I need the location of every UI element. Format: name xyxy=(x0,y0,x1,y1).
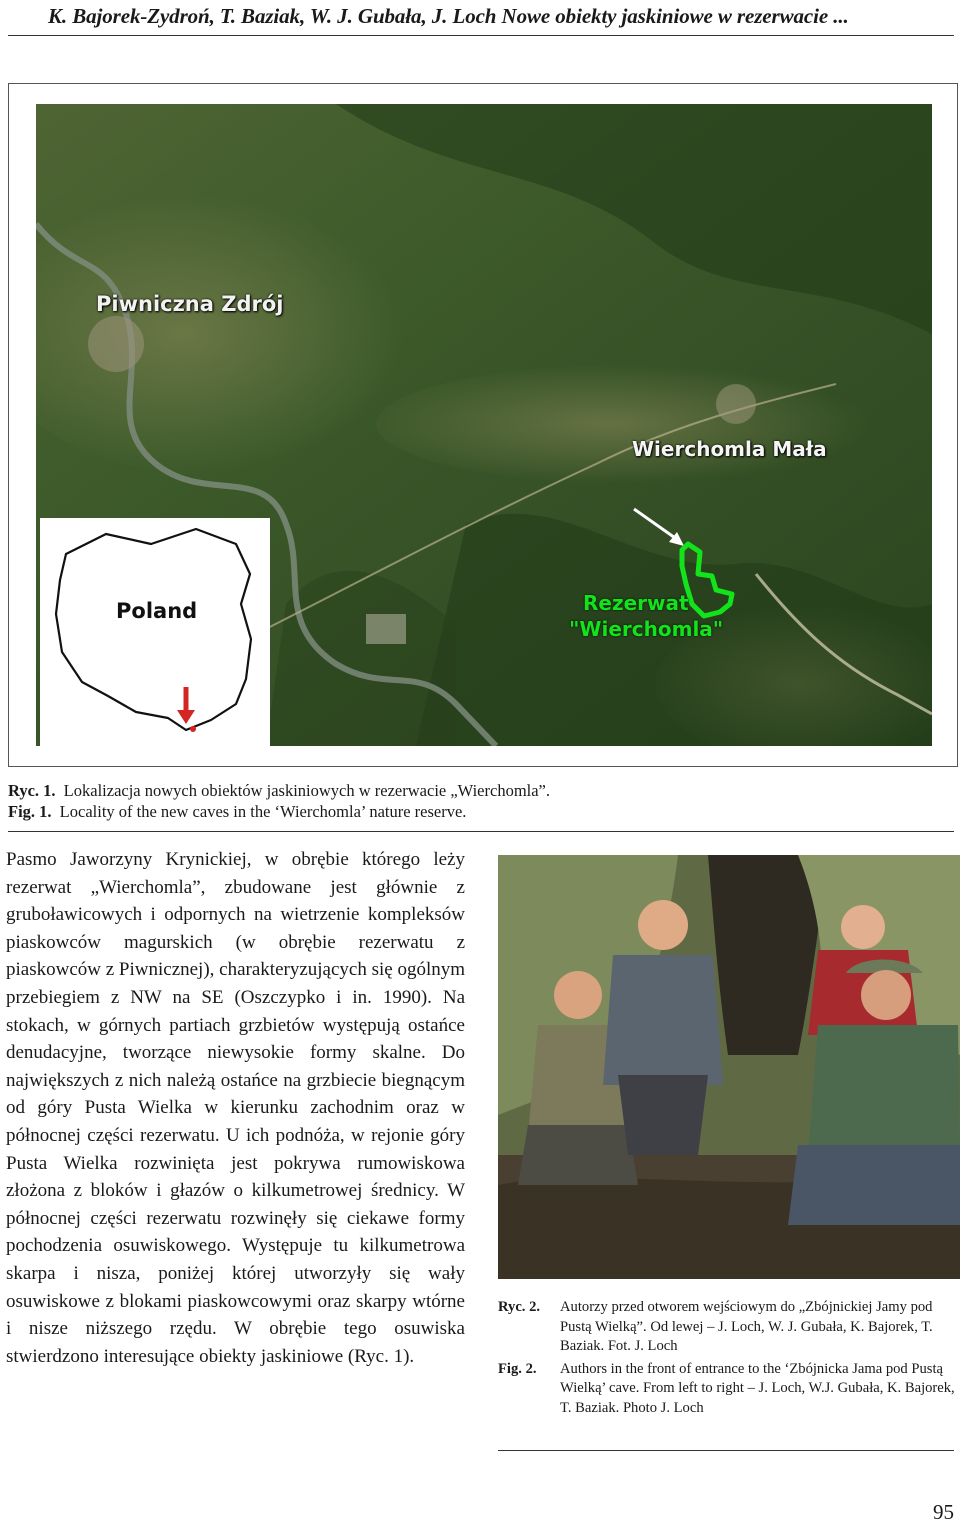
page-number: 95 xyxy=(933,1500,954,1524)
caption-rule xyxy=(8,831,954,832)
label-reserve xyxy=(569,590,723,642)
group-photo-image xyxy=(498,855,960,1279)
caption-2-rule xyxy=(498,1450,954,1451)
label-poland: Poland xyxy=(116,599,198,623)
location-marker xyxy=(190,726,196,732)
caption-1-en-tag: Fig. 1. xyxy=(8,802,52,821)
label-piwniczna-zdroj: Piwniczna Zdrój xyxy=(96,292,284,316)
caption-2-pl-text: Autorzy przed otworem wejściowym do „Zbójnickiej Jamy pod Pustą Wielką”. Od lewej – J. Loch, W. J. Gubała, K. Bajorek, T. Baziak. Fot. J. Loch xyxy=(560,1299,933,1355)
label-reserve-line1: Rezerwat xyxy=(583,591,689,615)
header-rule xyxy=(8,35,954,36)
caption-1-en-text: Locality of the new caves in the ‘Wierchomla’ nature reserve. xyxy=(59,802,467,821)
caption-1-pl-tag: Ryc. 1. xyxy=(8,781,56,800)
caption-2-pl-tag: Ryc. 2. xyxy=(498,1299,541,1315)
running-head: K. Bajorek-Zydroń, T. Baziak, W. J. Gubała, J. Loch Nowe obiekty jaskiniowe w rezerwacie ... xyxy=(48,4,849,28)
figure-2-caption xyxy=(498,1298,958,1422)
label-wierchomla-mala: Wierchomla Mała xyxy=(632,437,827,461)
caption-2-en-tag: Fig. 2. xyxy=(498,1360,537,1377)
label-reserve-line2: "Wierchomla" xyxy=(569,617,724,641)
body-paragraph: Pasmo Jaworzyny Krynickiej, w obrębie którego leży rezerwat „Wierchomla”, zbudowane jest głównie z gruboławicowych i odpornych na wietrzenie kompleksów piaskowców magurskich (w obrębie rezerwatu z piaskowców z Piwnicznej), charakteryzujących się ogólnym przebiegiem z NW na SE (Oszczypko i in. 1990). Na stokach, w górnych partiach grzbietów występują ostańce denudacyjne, tworzące niewysokie formy skalne. Do największych z nich należą ostańce na grzbiecie biegnącym od góry Pusta Wielka w kierunku zachodnim oraz w północnej części rezerwatu. U ich podnóża, w rejonie góry Pusta Wielka rozwinięta jest pokrywa rumowiskowa złożona z bloków i głazów o kilkumetrowej średnicy. W północnej części rezerwatu rozwinęły się ciekawe formy pochodzenia osuwiskowego. Występuje tu kilkumetrowa skarpa i nisza, poniżej której utworzyły się wały osuwiskowe z blokami piaskowcowymi oraz skarpy wtórne i nisze niższego rzędu. W obrębie tego osuwiska stwierdzono interesujące obiekty jaskiniowe (Ryc. 1). xyxy=(6,849,466,1367)
satellite-map-image xyxy=(36,104,932,746)
group-photo xyxy=(498,855,960,1279)
figure-1-caption xyxy=(8,780,550,822)
caption-2-en-text: Authors in the front of entrance to the ‘Zbójnicka Jama pod Pustą Wielką’ cave. From left to right – J. Loch, W.J. Gubała, K. Bajorek, T. Baziak. Photo J. Loch xyxy=(560,1360,955,1416)
caption-1-pl-text: Lokalizacja nowych obiektów jaskiniowych w rezerwacie „Wierchomla”. xyxy=(63,781,551,800)
satellite-map xyxy=(36,104,932,746)
